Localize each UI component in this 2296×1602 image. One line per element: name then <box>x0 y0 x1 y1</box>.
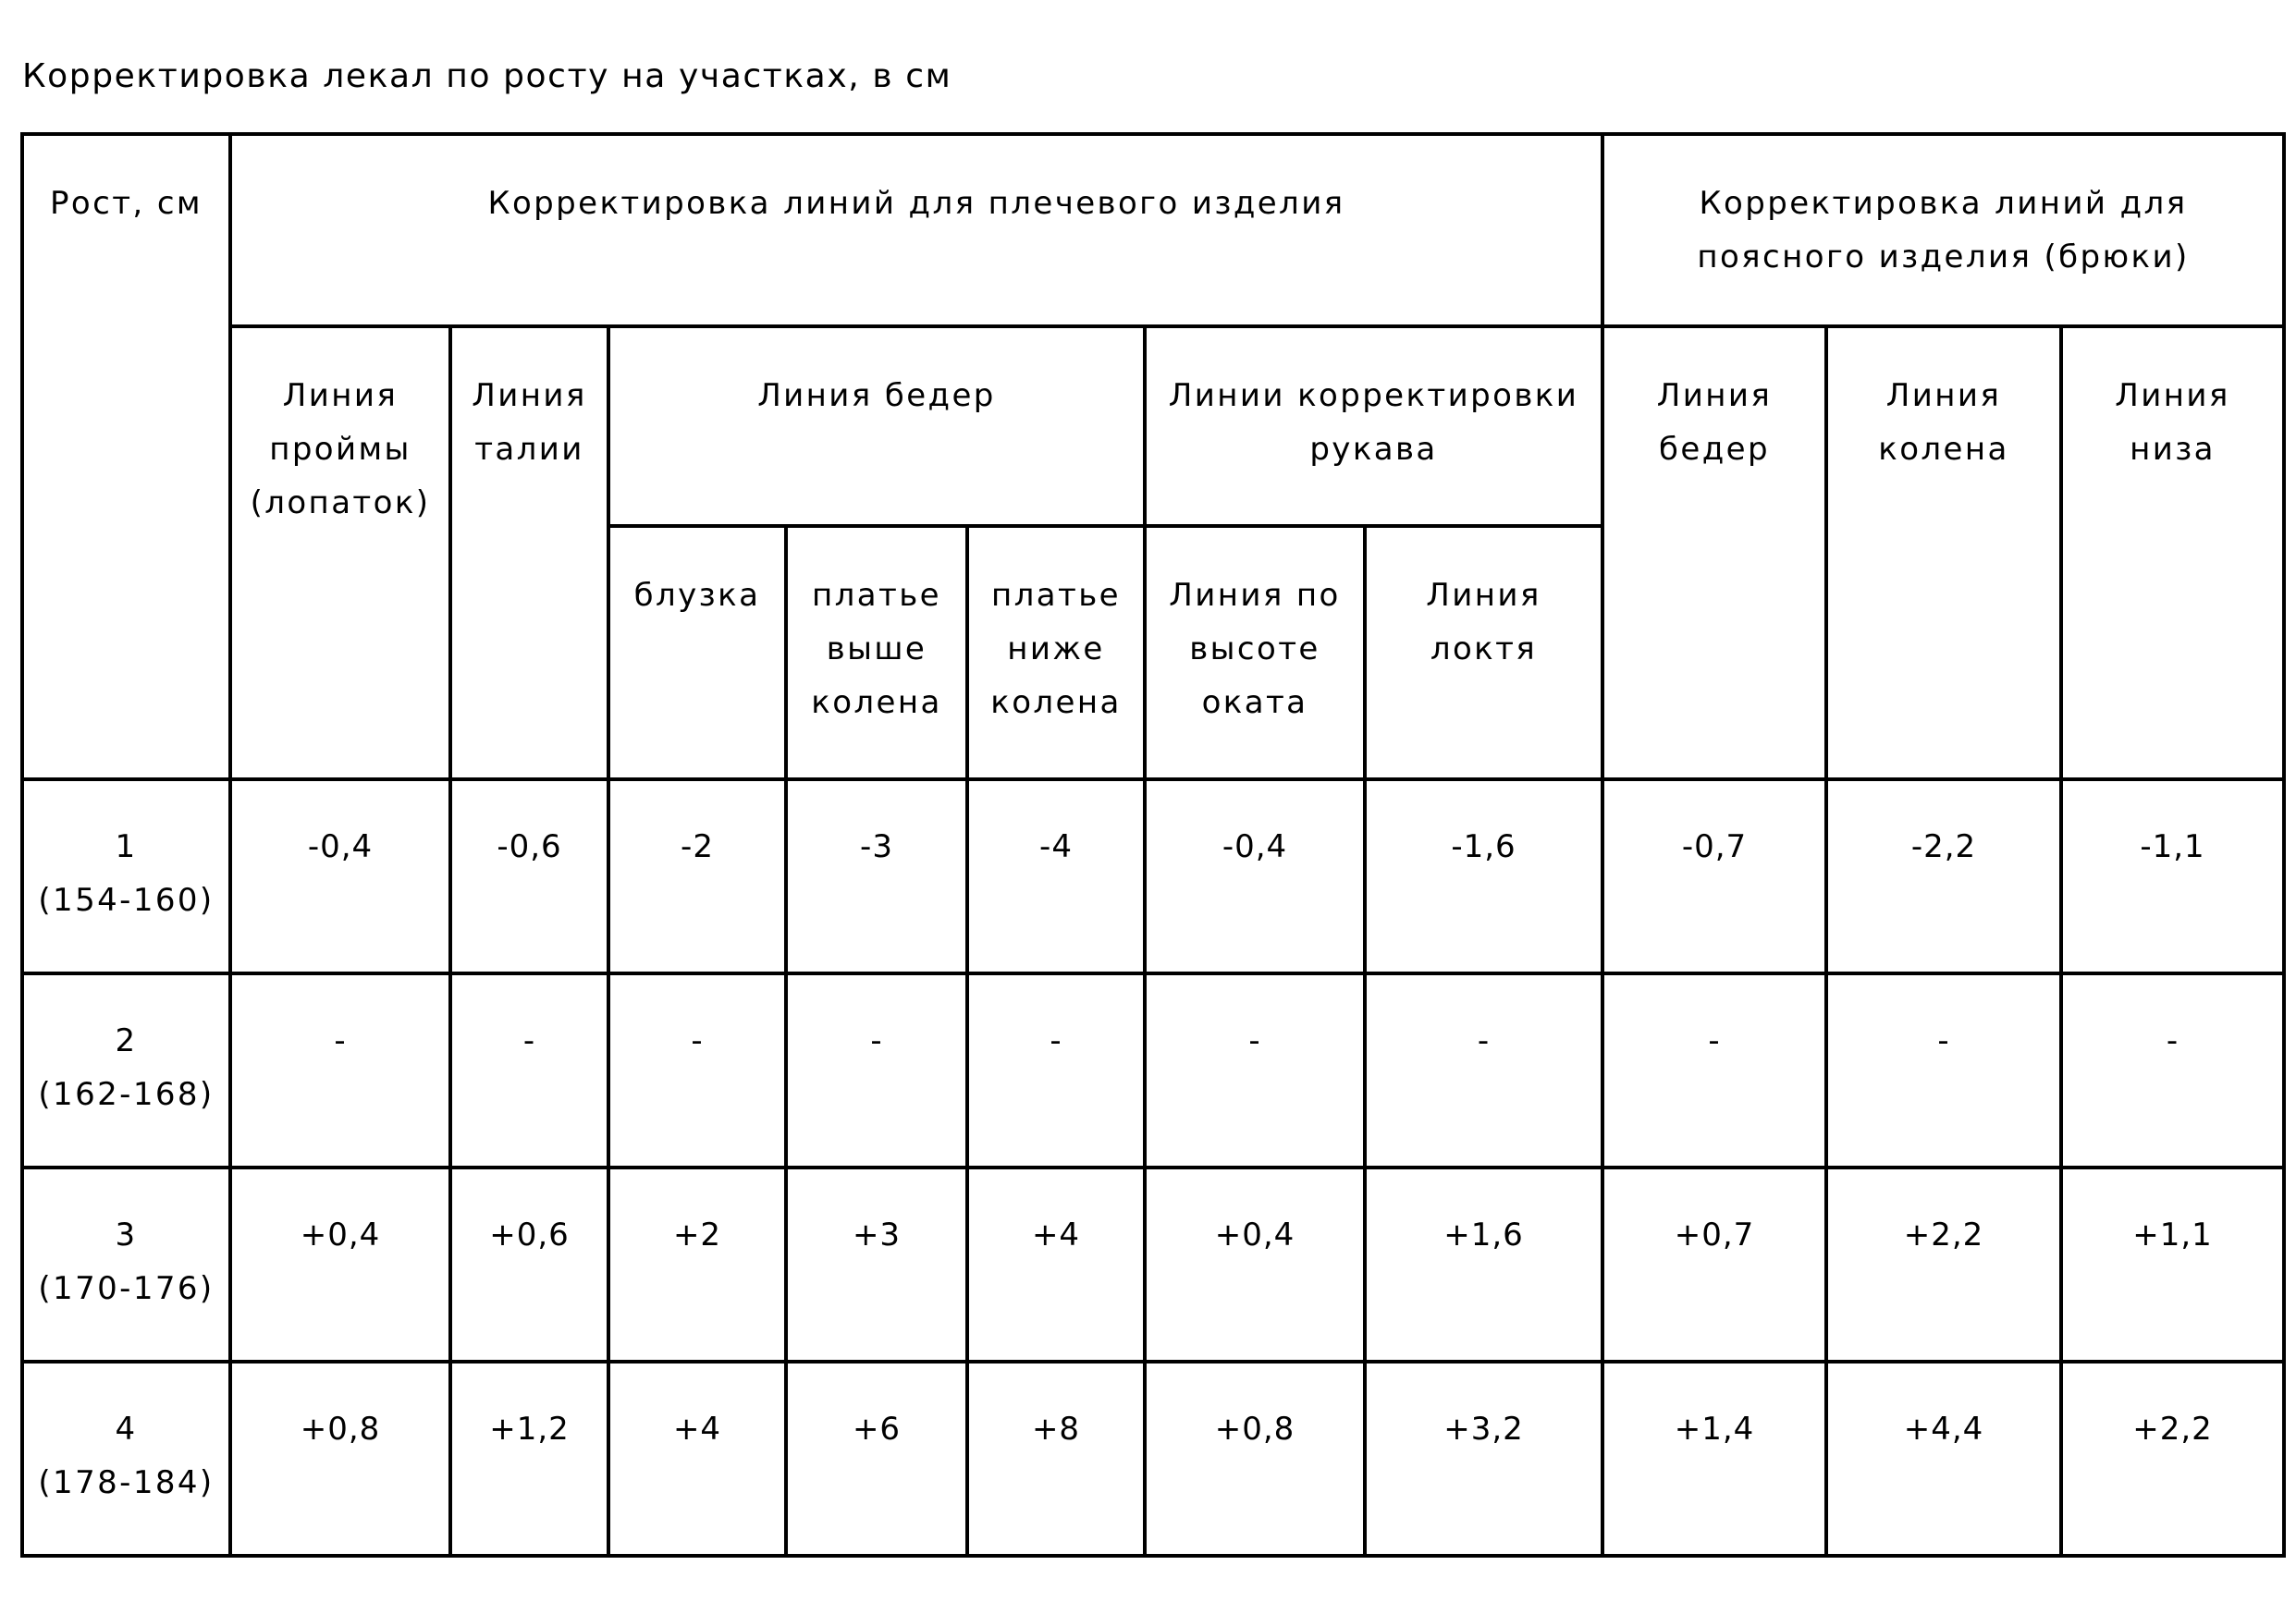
value-cell: -0,4 <box>1145 779 1365 973</box>
value-cell: +0,7 <box>1602 1168 1826 1362</box>
header-bottom-line <box>2061 326 2284 779</box>
header-waist-group <box>1602 134 2284 326</box>
header-text-line: блузка <box>633 577 761 614</box>
value-cell: +6 <box>786 1362 967 1556</box>
value-cell: +1,6 <box>1365 1168 1602 1362</box>
header-armhole-line <box>230 326 450 779</box>
value-cell: -0,4 <box>230 779 450 973</box>
value-cell: - <box>608 973 786 1168</box>
value-cell: -1,1 <box>2061 779 2284 973</box>
header-text-line: платье <box>991 577 1121 614</box>
value-cell: - <box>1826 973 2061 1168</box>
value-cell: +1,4 <box>1602 1362 1826 1556</box>
header-text-line: ниже <box>1007 630 1105 667</box>
value-cell: - <box>1602 973 1826 1168</box>
header-text-line: Корректировка линий для плечевого изделия <box>487 185 1345 222</box>
value-cell: +0,4 <box>1145 1168 1365 1362</box>
header-text-line: Линия <box>472 377 587 414</box>
header-row-2 <box>22 326 2284 526</box>
header-cap-height-line <box>1145 526 1365 779</box>
header-shoulder-group <box>230 134 1602 326</box>
table-body <box>22 134 2284 1556</box>
value-cell: - <box>450 973 608 1168</box>
value-cell: +3,2 <box>1365 1362 1602 1556</box>
height-group-cell <box>22 779 230 973</box>
correction-table-container <box>20 132 2282 1558</box>
value-cell: - <box>786 973 967 1168</box>
header-text-line: оката <box>1201 684 1308 721</box>
header-dress-below-knee <box>967 526 1145 779</box>
header-text-line: Линия <box>1885 377 2002 414</box>
value-cell: +3 <box>786 1168 967 1362</box>
height-group-label: (178-184) <box>38 1464 215 1501</box>
value-cell: +8 <box>967 1362 1145 1556</box>
header-dress-above-knee <box>786 526 967 779</box>
height-group-label: 1 <box>115 828 138 865</box>
header-height-cm <box>22 134 230 779</box>
header-text-line: бедер <box>1659 431 1770 468</box>
value-cell: +2,2 <box>2061 1362 2284 1556</box>
header-text-line: локтя <box>1430 630 1538 667</box>
table-row <box>22 1168 2284 1362</box>
height-group-label: (170-176) <box>38 1270 215 1307</box>
value-cell: +2 <box>608 1168 786 1362</box>
value-cell: -4 <box>967 779 1145 973</box>
header-text-line: колена <box>990 684 1122 721</box>
header-text-line: колена <box>1878 431 2009 468</box>
height-group-cell <box>22 1362 230 1556</box>
table-row <box>22 973 2284 1168</box>
value-cell: +1,2 <box>450 1362 608 1556</box>
value-cell: - <box>967 973 1145 1168</box>
value-cell: +2,2 <box>1826 1168 2061 1362</box>
header-text-line: Корректировка линий для <box>1699 185 2188 222</box>
value-cell: -3 <box>786 779 967 973</box>
header-text-line: выше <box>826 630 927 667</box>
table-row <box>22 1362 2284 1556</box>
value-cell: +0,4 <box>230 1168 450 1362</box>
height-group-label: (162-168) <box>38 1076 215 1113</box>
page-title: Корректировка лекал по росту на участках, в см <box>22 57 952 95</box>
value-cell: +0,6 <box>450 1168 608 1362</box>
correction-table <box>20 132 2286 1558</box>
value-cell: -0,7 <box>1602 779 1826 973</box>
header-text-line: Линия <box>2115 377 2230 414</box>
header-sleeve-group <box>1145 326 1602 526</box>
header-text-line: низа <box>2130 431 2216 468</box>
value-cell: +0,8 <box>230 1362 450 1556</box>
value-cell: - <box>230 973 450 1168</box>
value-cell: +1,1 <box>2061 1168 2284 1362</box>
height-group-cell <box>22 973 230 1168</box>
height-group-label: 3 <box>115 1217 138 1253</box>
header-text-line: поясного изделия (брюки) <box>1697 238 2190 275</box>
value-cell: -2 <box>608 779 786 973</box>
value-cell: +0,8 <box>1145 1362 1365 1556</box>
value-cell: - <box>1365 973 1602 1168</box>
height-group-label: 2 <box>115 1022 138 1059</box>
header-text-line: колена <box>811 684 942 721</box>
header-text-line: рукава <box>1309 431 1438 468</box>
header-text-line: (лопаток) <box>250 484 431 521</box>
header-text-line: Линия бедер <box>757 377 996 414</box>
header-waist-line <box>450 326 608 779</box>
height-group-label: 4 <box>115 1411 138 1448</box>
header-trousers-hip-line <box>1602 326 1826 779</box>
header-blouse <box>608 526 786 779</box>
height-group-cell <box>22 1168 230 1362</box>
header-elbow-line <box>1365 526 1602 779</box>
value-cell: -0,6 <box>450 779 608 973</box>
header-text-line: талии <box>474 431 584 468</box>
header-text-line: Линия <box>282 377 399 414</box>
value-cell: -1,6 <box>1365 779 1602 973</box>
header-text-line: платье <box>812 577 941 614</box>
height-group-label: (154-160) <box>38 882 215 919</box>
value-cell: +4 <box>967 1168 1145 1362</box>
value-cell: -2,2 <box>1826 779 2061 973</box>
header-text-line: Линия <box>1426 577 1541 614</box>
header-text-line: Линии корректировки <box>1168 377 1579 414</box>
value-cell: +4 <box>608 1362 786 1556</box>
header-text-line: проймы <box>269 431 411 468</box>
header-hip-line-group <box>608 326 1145 526</box>
header-row-1 <box>22 134 2284 326</box>
value-cell: +4,4 <box>1826 1362 2061 1556</box>
value-cell: - <box>2061 973 2284 1168</box>
header-knee-line <box>1826 326 2061 779</box>
value-cell: - <box>1145 973 1365 1168</box>
header-text-line: Линия <box>1656 377 1773 414</box>
header-text-line: Рост, см <box>50 185 203 222</box>
header-text-line: высоте <box>1189 630 1320 667</box>
table-row <box>22 779 2284 973</box>
header-text-line: Линия по <box>1169 577 1341 614</box>
